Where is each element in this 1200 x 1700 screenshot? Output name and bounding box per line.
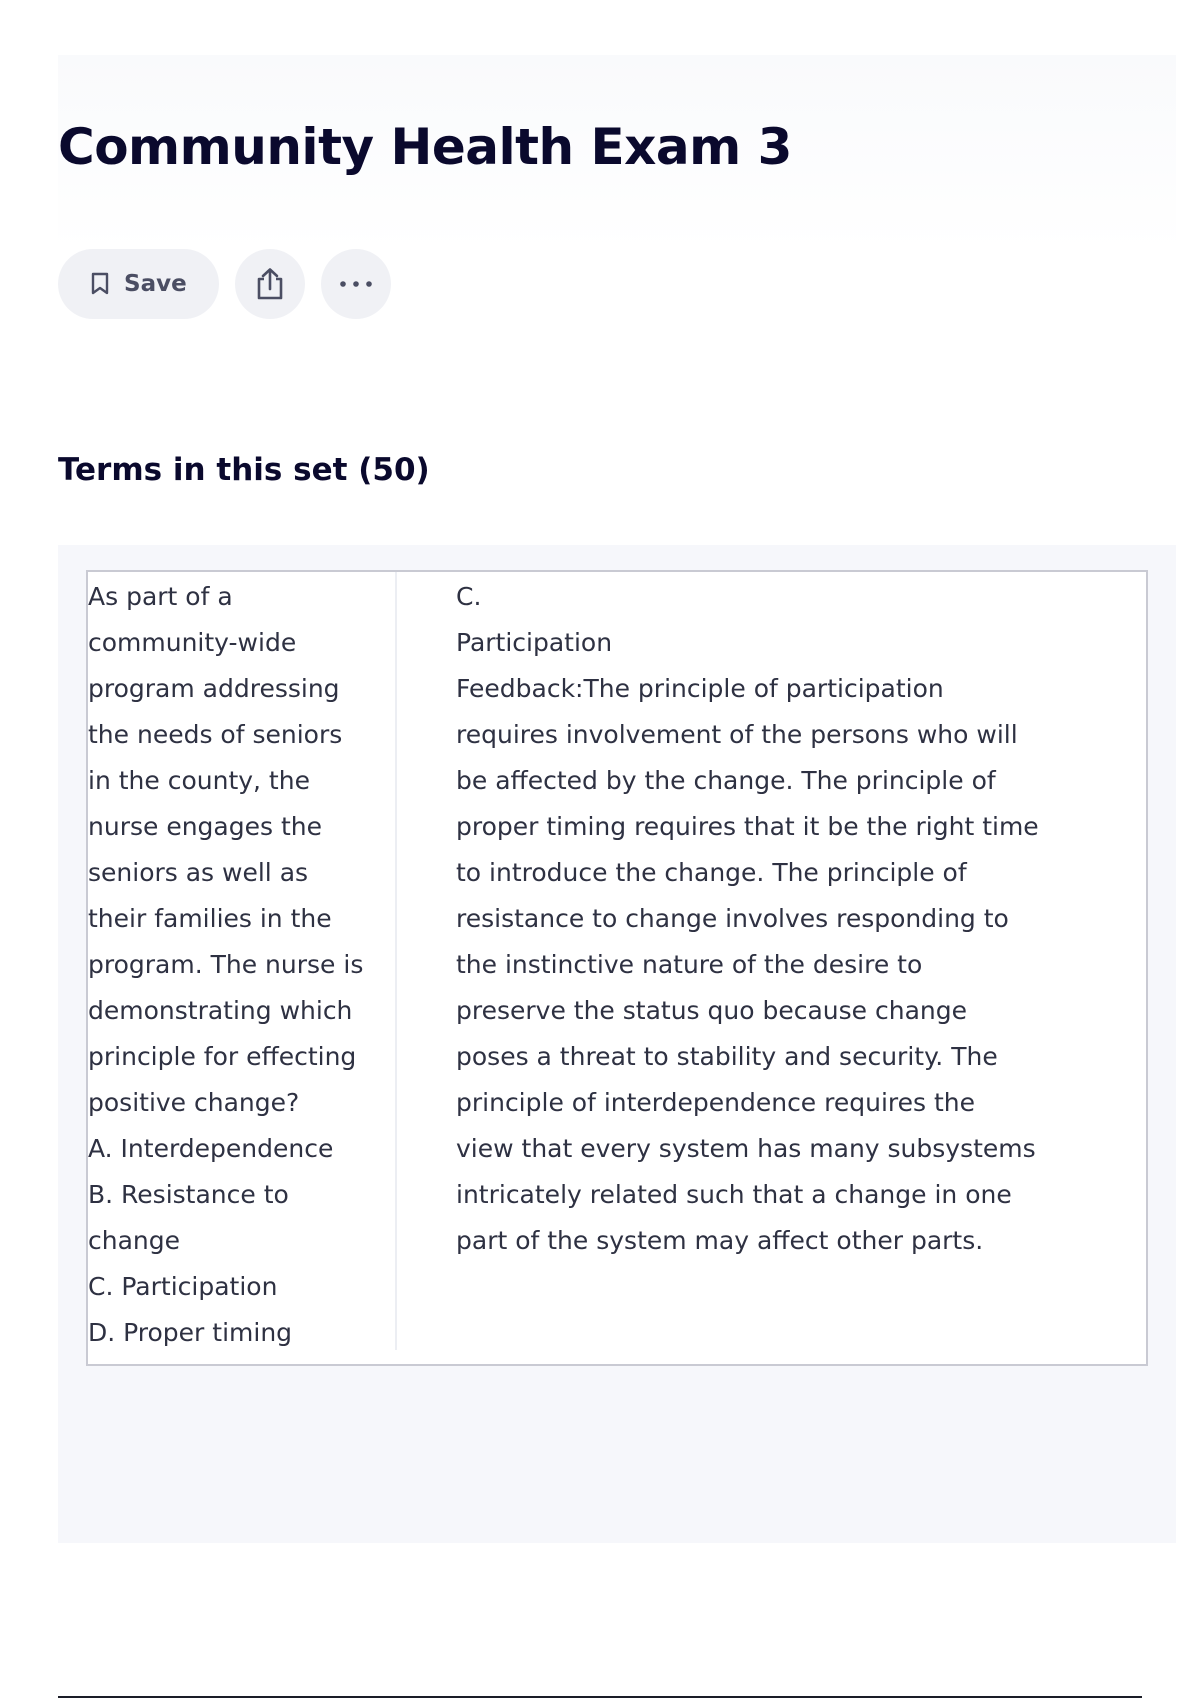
term-question	[88, 574, 388, 1356]
definition-line: requires involvement of the persons who will	[456, 720, 1018, 749]
more-options-button[interactable]	[321, 249, 391, 319]
term-line: community-wide	[88, 628, 297, 657]
term-line: the needs of seniors	[88, 720, 343, 749]
term-line: As part of a	[88, 582, 233, 611]
definition-line: principle of interdependence requires the	[456, 1088, 976, 1117]
share-button[interactable]	[235, 249, 305, 319]
definition-line: to introduce the change. The principle of	[456, 858, 967, 887]
term-option-c: C. Participation	[88, 1272, 278, 1301]
save-button[interactable]	[58, 249, 219, 319]
term-line: nurse engages the	[88, 812, 322, 841]
term-option-b-cont: change	[88, 1226, 181, 1255]
definition-answer: Participation	[456, 628, 613, 657]
definition-line: be affected by the change. The principle of	[456, 766, 996, 795]
term-line: positive change?	[88, 1088, 300, 1117]
term-option-a: A. Interdependence	[88, 1134, 334, 1163]
definition-line: resistance to change involves responding to	[456, 904, 1009, 933]
bottom-divider	[58, 1696, 1142, 1698]
definition-line: preserve the status quo because change	[456, 996, 967, 1025]
term-line: principle for effecting	[88, 1042, 357, 1071]
definition-line: part of the system may affect other parts.	[456, 1226, 984, 1255]
term-definition	[456, 574, 1056, 1264]
page-title: Community Health Exam 3	[58, 118, 792, 176]
action-toolbar	[58, 248, 391, 320]
bookmark-icon	[90, 272, 110, 296]
term-line: seniors as well as	[88, 858, 309, 887]
definition-line: proper timing requires that it be the right time	[456, 812, 1039, 841]
share-icon	[254, 267, 286, 301]
term-line: program. The nurse is	[88, 950, 364, 979]
definition-line: poses a threat to stability and security. The	[456, 1042, 998, 1071]
term-option-d: D. Proper timing	[88, 1318, 293, 1347]
term-line: demonstrating which	[88, 996, 353, 1025]
term-line: in the county, the	[88, 766, 310, 795]
definition-line: Feedback:The principle of participation	[456, 674, 944, 703]
term-line: program addressing	[88, 674, 340, 703]
column-divider	[395, 572, 397, 1350]
terms-count-heading: Terms in this set (50)	[58, 452, 430, 488]
definition-line: intricately related such that a change in one	[456, 1180, 1012, 1209]
term-line: their families in the	[88, 904, 332, 933]
definition-line: the instinctive nature of the desire to	[456, 950, 923, 979]
save-button-label: Save	[124, 271, 187, 297]
term-option-b: B. Resistance to	[88, 1180, 289, 1209]
definition-answer-letter: C.	[456, 582, 482, 611]
definition-line: view that every system has many subsystems	[456, 1134, 1036, 1163]
more-options-icon	[339, 280, 373, 288]
